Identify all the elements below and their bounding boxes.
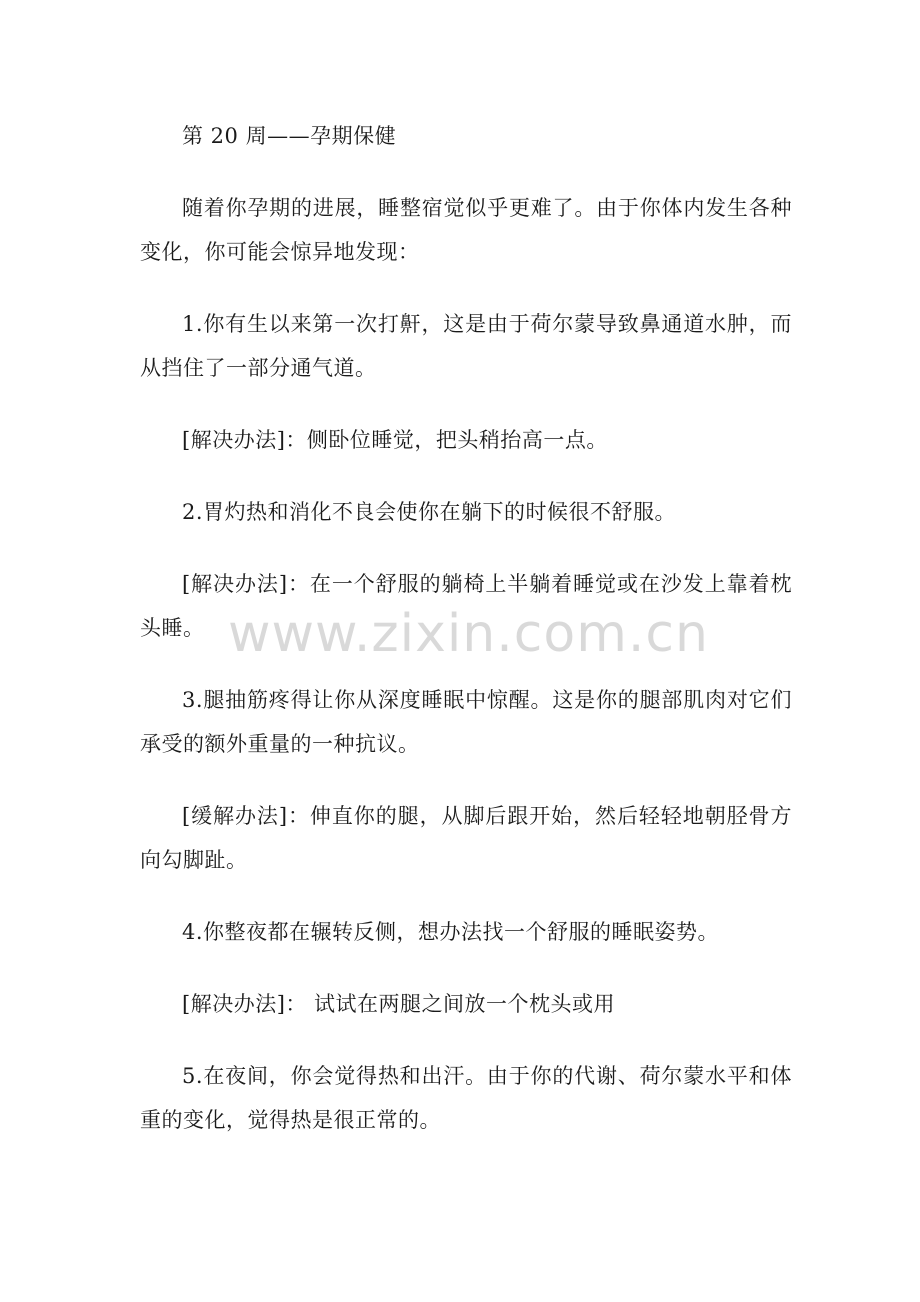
paragraph-intro: 随着你孕期的进展，睡整宿觉似乎更难了。由于你体内发生各种变化，你可能会惊异地发现：: [140, 196, 792, 264]
paragraph-solution-3: [缓解办法]：伸直你的腿，从脚后跟开始，然后轻轻地朝胫骨方向勾脚趾。: [140, 804, 792, 872]
paragraph-item-5: 5.在夜间，你会觉得热和出汗。由于你的代谢、荷尔蒙水平和体重的变化，觉得热是很正常的。: [140, 1064, 792, 1132]
watermark: www.zixin.com.cn: [228, 604, 709, 664]
paragraph-item-3: 3.腿抽筋疼得让你从深度睡眠中惊醒。这是你的腿部肌肉对它们承受的额外重量的一种抗议。: [140, 688, 792, 756]
paragraph-item-1: 1.你有生以来第一次打鼾，这是由于荷尔蒙导致鼻通道水肿，而从挡住了一部分通气道。: [140, 312, 792, 380]
paragraph-solution-2: [解决办法]：在一个舒服的躺椅上半躺着睡觉或在沙发上靠着枕头睡。: [140, 572, 792, 640]
document-title: 第 20 周——孕期保健: [182, 124, 397, 148]
paragraph-solution-4: [解决办法]： 试试在两腿之间放一个枕头或用: [182, 992, 616, 1016]
paragraph-item-2: 2.胃灼热和消化不良会使你在躺下的时候很不舒服。: [182, 500, 677, 524]
paragraph-item-4: 4.你整夜都在辗转反侧，想办法找一个舒服的睡眠姿势。: [182, 920, 720, 944]
paragraph-solution-1: [解决办法]：侧卧位睡觉，把头稍抬高一点。: [182, 428, 608, 452]
